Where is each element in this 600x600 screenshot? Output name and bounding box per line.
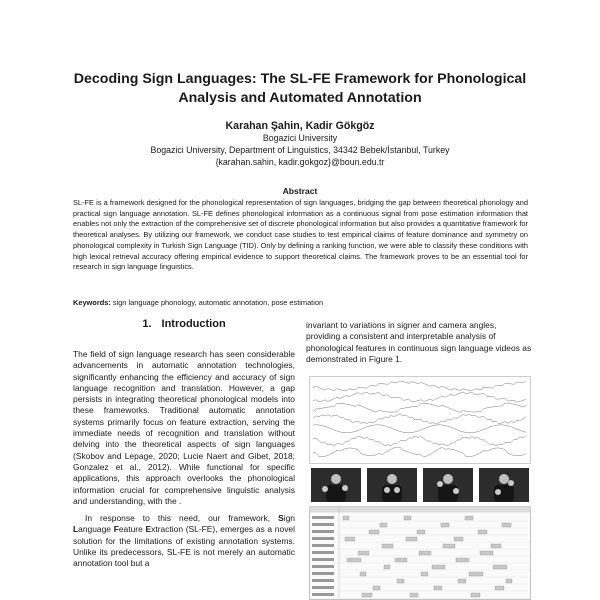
address: Bogazici University, Department of Linguistics, 34342 Bebek/İstanbul, Turkey [150, 145, 450, 155]
video-frame-4 [479, 468, 529, 502]
right-column-text: invariant to variations in signer and camera angles, providing a consistent and interpretable analysis of phonological features in continuous sign language videos as demonstrated in Figure 1. [306, 320, 532, 364]
email: {karahan.sahin, kadir.gokgoz}@boun.edu.tr [215, 157, 385, 167]
section-heading [73, 318, 295, 330]
keywords-text: sign language phonology, automatic annotation, pose estimation [112, 298, 324, 307]
section-number: 1. [142, 318, 152, 330]
feature-signal-plot [309, 376, 531, 464]
abstract-text: SL-FE is a framework designed for the phonological representation of sign languages, bridging the gap between theoretical phonology and practical sign language annotation. SL-FE defines phonological information as a continuous signal from pose estimation information that enables not only the extraction of the comprehensive set of discrete phonological information but also provides a quantitative framework for theoretical analyses. By utilizing our framework, we conduct case studies to test empirical claims of feature dominance and symmetry on phonological complexity in Turkish Sign Language (TID). Only by defining a ranking function, we were able to classify these conditions with high lexical retrieval accuracy offering empirical evidence to support theoretical claims. The framework proves to be an essential tool for research in sign language linguistics. [73, 198, 528, 272]
video-frames [311, 468, 529, 502]
video-frame-1 [311, 468, 361, 502]
figure-1 [309, 376, 531, 600]
affiliation: Bogazici University [262, 133, 338, 143]
video-frame-2 [367, 468, 417, 502]
intro-paragraph-1: The field of sign language research has seen considerable advancements in automatic annotation technologies, significantly enhancing the efficiency and accuracy of sign language recognition and translation. However, a gap persists in integrating theoretical phonological models into these frameworks. Traditional automatic annotation systems primarily focus on feature extraction, serving the immediate needs of recognition and translation without delving into the theoretical aspects of sign languages (Skobov and Lepage, 2020; Lucie Naert and Gibet, 2018; Gonzalez et al., 2012). While functional for specific applications, this approach overlooks the phonological information crucial for comprehensive linguistic analysis and understanding, with the . [73, 349, 295, 506]
authors: Karahan Şahin, Kadir Gökgöz [225, 120, 375, 132]
video-frame-3 [423, 468, 473, 502]
left-column [73, 349, 295, 570]
abstract-heading: Abstract [282, 186, 318, 196]
paper-title [60, 70, 540, 108]
title-line-1: Decoding Sign Languages: The SL-FE Framework for Phonological [73, 71, 527, 87]
keywords-label: Keywords: [73, 298, 111, 307]
annotation-tier-view [309, 506, 531, 600]
section-title: Introduction [161, 318, 226, 330]
title-line-2: Analysis and Automated Annotation [178, 90, 422, 106]
intro-paragraph-2: In response to this need, our framework, Sign Language Feature Extraction (SL-FE), emerges as a novel solution for the limitations of existing annotation systems. Unlike its predecessors, SL-FE is not merely an automatic annotation tool but a [73, 513, 295, 569]
keywords [73, 298, 528, 307]
